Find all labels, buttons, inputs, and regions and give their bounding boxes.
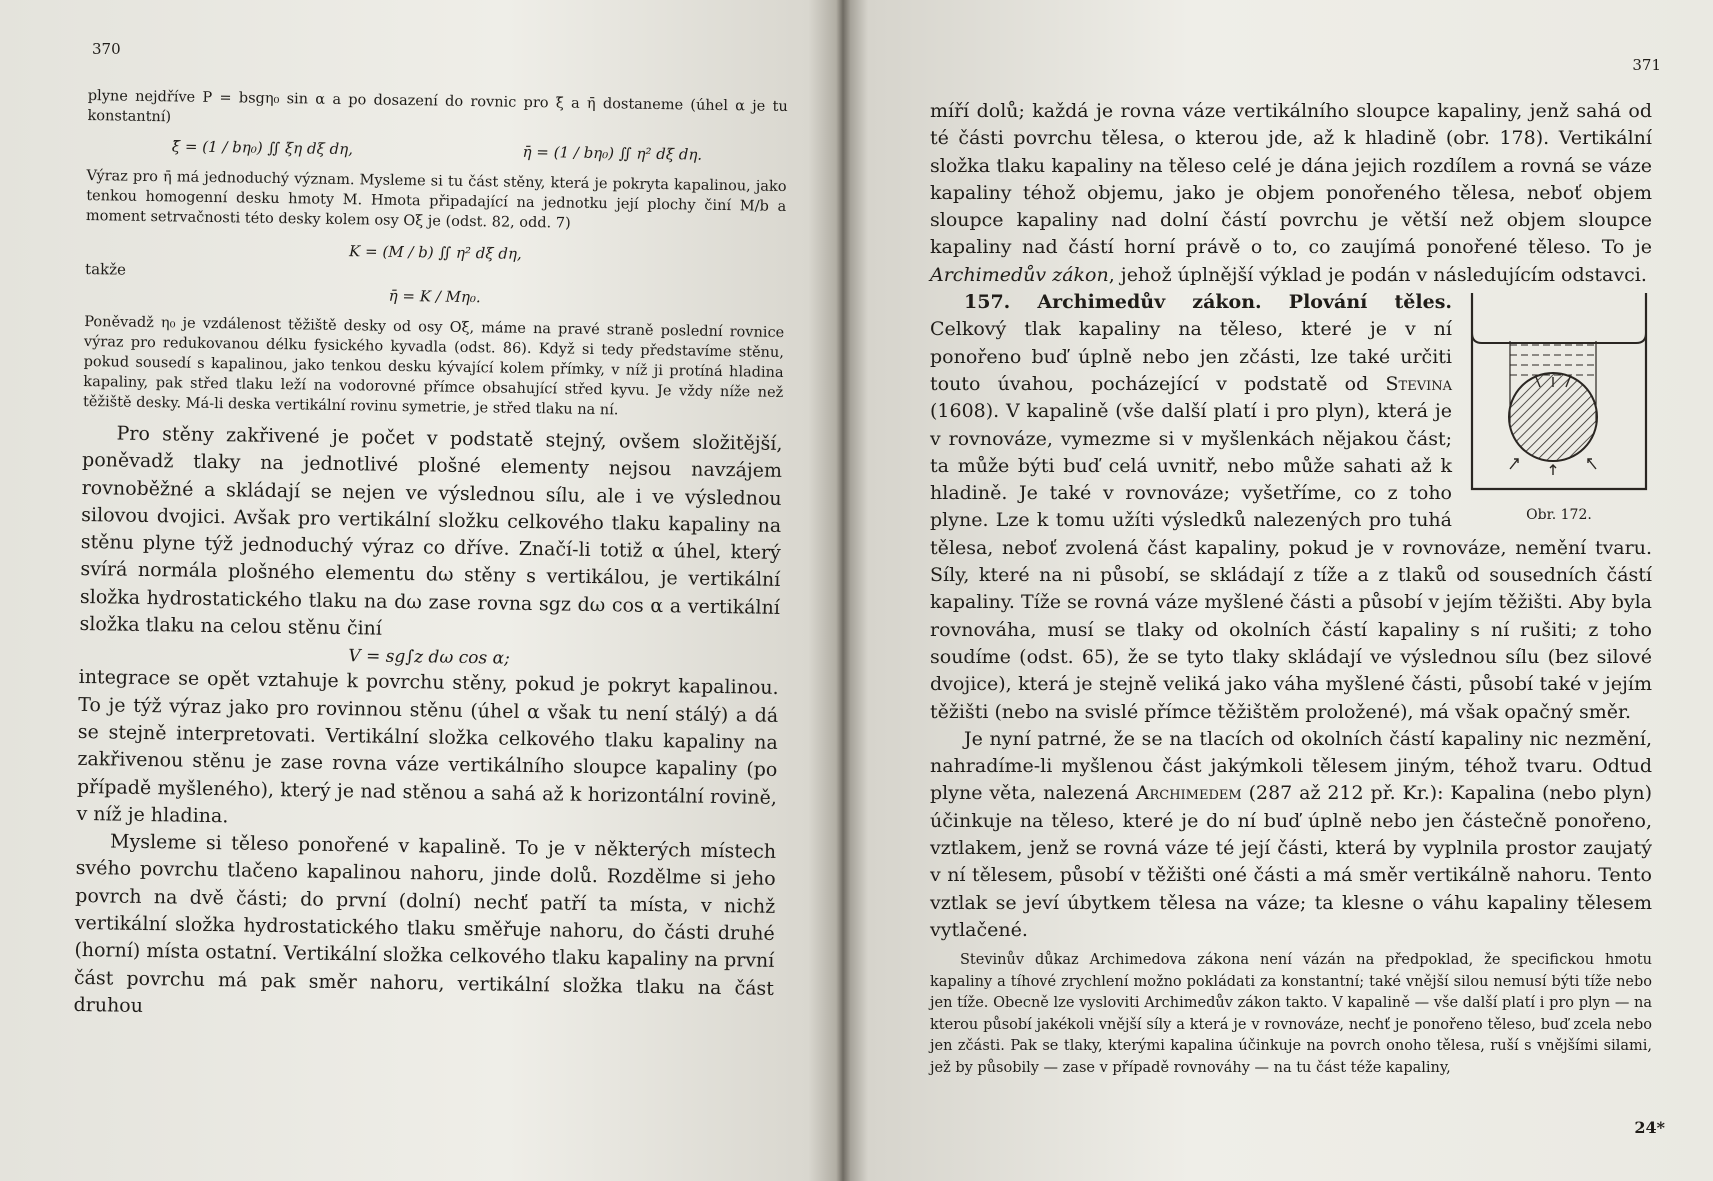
paragraph-center-pressure: Poněvadž η₀ je vzdálenost těžiště desky od osy Oξ, máme na pravé straně poslední rovnice výraz pro redukovanou délku fysického kyvadla (odst. 86). Když si tedy představíme stěnu, pokud sousedí s kapalinou, jako tenkou desku kývající kolem přímky, v níž ji protíná hladina kapaliny, pak střed tlaku leží na vodorovné přímce obsahující střed kyvu. Je vždy níže než těžiště desky. Má-li deska vertikální rovinu symetrie, je střed tlaku na ní.	[82, 313, 785, 419]
signature-mark: 24*	[1634, 1118, 1665, 1137]
paragraph-immersed-body: Mysleme si těleso ponořené v kapalině. To je v některých místech svého povrchu tlačeno kapalinou nahoru, jinde dolů. Rozdělme si jeho povrch na dvě části; do první (dolní) nechť patří ta místa, v nichž vertikální složka hydrostatického tlaku směřuje nahoru, do části druhé (horní) místa ostatní. Vertikální složka celkového tlaku kapaliny na první část povrchu má pak směr nahoru, vertikální složka tlaku na část druhou	[73, 830, 777, 1017]
right-page	[842, 0, 1713, 1181]
word-takze: takže	[84, 259, 127, 279]
left-page-content	[73, 86, 788, 1030]
equation-xi-bar: ξ̄ = (1 / bη₀) ∬ ξη dξ dη,	[171, 137, 354, 159]
right-page-content	[930, 98, 1652, 1079]
section-title: 157. Archimedův zákon. Plování těles.	[964, 291, 1452, 314]
paragraph-intro: plyne nejdříve P = bsgη₀ sin α a po dosazení do rovnic pro ξ̄ a η̄ dostaneme (úhel α je tu konstantní)	[87, 87, 788, 126]
paragraph-stevin-proof: Stevinův důkaz Archimedova zákona není vázán na předpoklad, že specifickou hmotu kapaliny a tíhové zrychlení možno pokládati za konstantní; také vnější silou nemusí býti tíže nebo jen tíže. Obecně lze vysloviti Archimedův zákon takto. V kapalině — vše další platí i pro plyn — na kterou působí jakékoli vnější síly a která je v rovnováze, nechť je ponořeno těleso, buď zcela nebo jen zčásti. Pak se tlaky, kterými kapalina účinkuje na povrch onoho tělesa, ruší s vnějšími silami, jež by působily — zase v případě rovnováhy — na tu část téže kapaliny,	[930, 952, 1652, 1076]
equation-v: V = sg∫z dω cos α;	[348, 646, 510, 670]
paragraph-continuation	[930, 98, 1652, 289]
paragraph-moment: Výraz pro η̄ má jednoduchý význam. Mysleme si tu část stěny, která je pokryta kapalinou, jako tenkou homogenní desku hmoty M. Hmota připadající na jednotku její plochy činí M/b a moment setrvačnosti této desky kolem osy Oξ je (odst. 82, odd. 7)	[85, 167, 787, 232]
figure-172	[1466, 293, 1652, 523]
book-gutter	[836, 0, 850, 1181]
page-number-right: 371	[1632, 56, 1661, 74]
figure-vessel-illustration	[1466, 293, 1652, 495]
page-number-left: 370	[92, 40, 121, 58]
paragraph-curved-walls: Pro stěny zakřivené je počet v podstatě stejný, ovšem složitější, poněvadž tlaky na jednotlivé plošné elementy nejsou navzájem rovnoběžné a skládají se nejen ve výslednou sílu, ale i ve výslednou silovou dvojici. Avšak pro vertikální složku celkového tlaku kapaliny na stěnu plyne týž jednoduchý výraz co dříve. Značí-li totiž α úhel, který svírá normála plošného elementu dω stěny s vertikálou, je vertikální složka hydrostatického tlaku na dω zase rovna sgz dω cos α a vertikální složka tlaku na celou stěnu činí	[79, 422, 783, 640]
theorem-text-b: (287 až 212 př. Kr.): Kapalina (nebo plyn) účinkuje na těleso, které je do ní buď úplně nebo jen částečně ponořeno, vztlakem, jenž se rovná váze té její části, která by vyplnila prostor zaujatý v ní tělesem, působí v těžišti oné části a má směr vertikálně nahoru. Tento vztlak se jeví úbytkem tělesa na váze; ta klesne o váhu kapaliny tělesem vytlačené.	[930, 782, 1653, 941]
continuation-end: , jehož úplnější výklad je podán v následujícím odstavci.	[1108, 263, 1647, 286]
section-text-a: Celkový tlak kapaliny na těleso, které je v ní ponořeno buď úplně nebo jen zčásti, lze také určiti touto úvahou, pocházející v podstatě od	[930, 318, 1452, 395]
paragraph-archimedes-theorem	[930, 726, 1652, 944]
continuation-text: míří dolů; každá je rovna váze vertikálního sloupce kapaliny, jenž sahá od té části povrchu tělesa, o kterou jde, až k hladině (obr. 178). Vertikální složka tlaku kapaliny na těleso celé je dána jejich rozdílem a rovná se váze kapaliny téhož objemu, jako je objem ponořeného tělesa, neboť objem sloupce kapaliny nad dolní částí povrchu je větší než objem sloupce kapaliny nad částí horní právě o to, co zaujímá ponořené těleso. To je	[930, 100, 1652, 259]
paragraph-integration: integrace se opět vztahuje k povrchu stěny, pokud je pokryt kapalinou. To je týž výraz jako pro rovinnou stěnu (úhel α však tu není stálý) a dá se stejně interpretovati. Vertikální složka celkového tlaku kapaliny na zakřivenou stěnu je zase rovna váze vertikálního sloupce kapaliny (po případě myšleného), který je nad stěnou a sahá až k horizontální rovině, v níž je hladina.	[76, 666, 779, 828]
name-archimedes: Archimedem	[1135, 782, 1242, 805]
archimedes-law-italic: Archimedův zákon	[930, 263, 1109, 286]
figure-caption: Obr. 172.	[1526, 507, 1592, 524]
theorem-text-a: Je nyní patrné, že se na tlacích od okolních částí kapaliny nic nezmění, nahradíme-li myšlenou část jakýmkoli tělesem jiným, téhož tvaru. Odtud plyne věta, nalezená	[930, 727, 1652, 805]
left-page	[0, 0, 842, 1181]
name-stevin: Stevina	[1385, 372, 1452, 395]
section-text-b: (1608). V kapalině (vše další platí i pro plyn), která je v rovnováze, vymezme si v myšlenkách nějakou část; ta může býti buď celá uvnitř, nebo může sahati až k hladině. Je také v rovnováze; vyšetříme, co z toho plyne. Lze k tomu užíti výsledků nalezených pro tuhá tělesa, neboť zvolená část kapaliny, pokud je v rovnováze, nemění tvaru. Síly, které na ni působí, se skládají z tíže a z tlaků od sousedních částí kapaliny. Tíže se rovná váze myšlené části a působí v jejím těžišti. Aby byla rovnováha, musí se tlaky od okolních částí kapaliny s ní rušiti; z toho soudíme (odst. 65), že se tyto tlaky skládají ve výslednou sílu (bez silové dvojice), která je stejně veliká jako váha myšlené části, působí také v jejím těžišti (nebo na svislé přímce těžištěm proložené), má však opačný směr.	[930, 400, 1652, 723]
equation-eta-k: η̄ = K / Mη₀.	[388, 286, 481, 307]
equation-k: K = (M / b) ∬ η² dξ dη,	[348, 242, 522, 263]
equation-eta-bar: η̄ = (1 / bη₀) ∬ η² dξ dη.	[522, 142, 703, 164]
equation-row-1	[87, 136, 787, 165]
